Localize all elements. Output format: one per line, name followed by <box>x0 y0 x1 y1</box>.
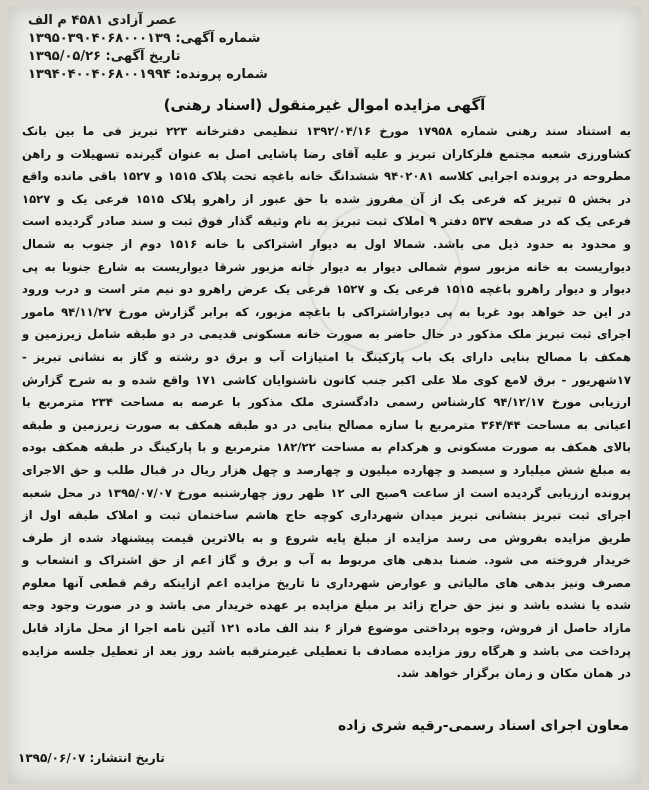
signature: معاون اجرای اسناد رسمی-رقیه شری زاده <box>337 718 629 734</box>
publish-date: تاریخ انتشار: ۱۳۹۵/۰۶/۰۷ <box>18 751 165 765</box>
ad-number: شماره آگهی: ۱۳۹۵۰۳۹۰۴۰۶۸۰۰۰۱۳۹ <box>28 31 261 46</box>
ad-title: آگهی مزایده اموال غیرمنقول (اسناد رهنی) <box>163 96 486 114</box>
file-number: شماره پرونده: ۱۳۹۴۰۴۰۰۴۰۶۸۰۰۱۹۹۴ <box>28 67 268 82</box>
issue-code: عصر آزادی ۴۵۸۱ م الف <box>28 13 177 28</box>
newspaper-clipping <box>8 6 641 784</box>
ad-body-text: به استناد سند رهنی شماره ۱۷۹۵۸ مورخ ۱۳۹۲/۰۴/۱۶ تنظیمی دفترخانه ۲۲۳ تبریز فی ما بین بانک کشاورزی شعبه مجتمع فلزکاران تبریز و علیه آقای رضا پاشایی اصل به عنوان گیرنده تسهیلات و راهن مطروحه در پرونده اجرایی کلاسه ۹۴۰۲۰۸۱ ششدانگ خانه باغچه تحت پلاک ۱۵۱۵ و ۱۵۲۷ باقی مانده واقع در بخش ۵ تبریز که فرعی یک از آن مفروز شده با حق عبور از راهرو پلاک ۱۵۱۵ فرعی یک و ۱۵۲۷ فرعی یک که در صفحه ۵۳۷ دفتر ۹ املاک ثبت تبریز به نام وثیقه گذار فوق ثبت و سند صادر گردیده است و محدود به حدود ذیل می باشد. شمالا اول به دیوار اشتراکی با خانه ۱۵۱۶ دوم از جنوب به شمال دیواریست به خانه مزبور سوم شمالی دیوار به دیوار خانه مزبور شرقا دیواریست به شارع جنوبا به پی دیوار و دیوار راهرو باغچه ۱۵۱۵ فرعی یک و ۱۵۲۷ فرعی یک عرض راهرو دو نیم متر است و درب ورود در این حد خواهد بود غربا به پی دیواراشتراکی با باغچه مزبور، که برابر گزارش مورخ ۹۴/۱۱/۲۷ مامور اجرای ثبت تبریز ملک مذکور در حال حاضر به صورت خانه مسکونی قدیمی در دو طبقه شامل زیرزمین و همکف با مصالح بنایی دارای یک باب پارکینگ با امتیازات آب و برق دو رشته و گاز به نشانی تبریز - ۱۷شهریور - برق لامع کوی ملا علی اکبر جنب کانون ناشنوایان کاشی ۱۷۱ واقع شده و به شرح گزارش ارزیابی مورخ ۹۴/۱۲/۱۷ کارشناس رسمی دادگستری ملک مذکور با عرصه به مساحت ۲۳۴ مترمربع با اعیانی به مساحت ۳۶۴/۴۴ مترمربع با سازه مصالح بنایی در دو طبقه همکف به صورت زیرزمین و طبقه بالای همکف به صورت مسکونی و هرکدام به مساحت ۱۸۲/۲۲ مترمربع و با پارکینگ در طبقه همکف بوده به مبلغ شش میلیارد و سیصد و چهارده میلیون و چهارصد و چهل هزار ریال در قبال طلب و حق الاجرای پرونده ارزیابی گردیده است از ساعت ۹صبح الی ۱۲ ظهر روز چهارشنبه مورخ ۱۳۹۵/۰۷/۰۷ در محل شعبه اجرای ثبت تبریز بنشانی تبریز میدان شهرداری کوچه حاج هاشم ساختمان ثبت و املاک طبقه اول از طریق مزایده بفروش می رسد مزایده از مبلغ پایه شروع و به بالاترین قیمت پیشنهاد شده از طرف خریدار فروخته می شود. ضمنا بدهی های مربوط به آب و برق و گاز اعم از حق اشتراک و انشعاب و مصرف ونیز بدهی های مالیاتی و عوارض شهرداری تا تاریخ مزایده اعم ازاینکه رقم قطعی آنها معلوم شده یا نشده باشد و نیز حق حراج زائد بر مبلغ مزایده بر عهده خریدار می باشد و در صورت وجود وجه مازاد حاصل از فروش، وجوه پرداختی موضوع فراز ۶ بند الف ماده ۱۲۱ آئین نامه اجرا از محل مازاد قابل پرداخت می باشد و هرگاه روز مزایده مصادف با تعطیلی غیرمترقبه باشد روز بعد از تعطیل جلسه مزایده در همان مکان و زمان برگزار خواهد شد. <box>22 124 632 681</box>
ad-date: تاریخ آگهی: ۱۳۹۵/۰۵/۲۶ <box>28 49 181 64</box>
ad-meta-block <box>8 12 641 84</box>
